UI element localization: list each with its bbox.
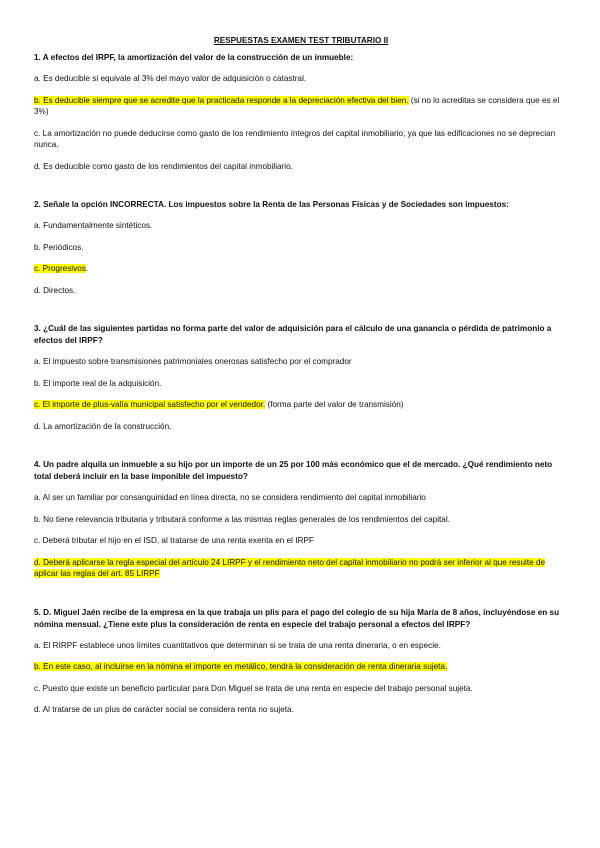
document-title: RESPUESTAS EXAMEN TEST TRIBUTARIO II <box>213 36 389 45</box>
option-d <box>34 285 568 297</box>
option-text: b. No tiene relevancia tributaria y tributará conforme a las mismas reglas generales de los rendimientos del capital. <box>34 514 450 524</box>
option-b <box>34 242 568 254</box>
option-text: a. El RIRPF establece unos límites cuantitativos que determinan si se trata de una renta dineraria, o en especie. <box>34 640 441 650</box>
question-text: 4. Un padre alquila un inmueble a su hijo por un importe de un 25 por 100 más económico que el de mercado. ¿Qué rendimiento neto total deberá incluir en la base imponible del impuesto? <box>34 460 553 481</box>
question-3 <box>34 323 568 432</box>
option-c <box>34 128 568 151</box>
option-text: d. La amortización de la construcción. <box>34 421 172 431</box>
option-c-correct <box>34 399 568 411</box>
highlighted-answer: d. Deberá aplicarse la regla especial del artículo 24 LIRPF y el rendimiento neto del capital inmobiliario no podrá ser inferior al que resulte de aplicar las reglas del art. 85 LIRPF <box>34 557 546 578</box>
option-b <box>34 378 568 390</box>
highlighted-answer: c. El importe de plus-valía municipal satisfecho por el vendedor. <box>34 400 266 409</box>
option-d <box>34 161 568 173</box>
question-text: 2. Señale la opción INCORRECTA. Los impuestos sobre la Renta de las Personas Físicas y de Sociedades son impuestos: <box>34 200 509 209</box>
question-1 <box>34 52 568 172</box>
highlighted-answer: c. Progresivos <box>34 264 86 273</box>
option-b-correct <box>34 661 568 673</box>
option-c <box>34 535 568 547</box>
option-text: c. La amortización no puede deducirse como gasto de los rendimiento íntegros del capital inmobiliario, ya que las edificaciones no se deprecian nunca. <box>34 128 556 149</box>
option-b <box>34 514 568 526</box>
option-d <box>34 704 568 716</box>
highlighted-answer: b. En este caso, al incluirse en la nómina el importe en metálico, tendrá la consideración de renta dineraria sujeta. <box>34 662 448 671</box>
question-text: 1. A efectos del IRPF, la amortización del valor de la construcción de un inmueble: <box>34 53 354 62</box>
answer-note: (forma parte del valor de transmisión) <box>265 400 404 409</box>
answer-note: . <box>85 264 89 273</box>
option-d-correct <box>34 557 568 580</box>
option-text: d. Al tratarse de un plus de carácter social se considera renta no sujeta. <box>34 705 294 714</box>
document-page <box>34 36 568 726</box>
option-text: b. Periódicos. <box>34 242 84 252</box>
option-text: a. Fundamentalmente sintéticos. <box>34 221 153 230</box>
option-text: c. Puesto que existe un beneficio particular para Don Miguel se trata de una renta en especie del trabajo personal sujeta. <box>34 683 473 693</box>
option-c <box>34 683 568 695</box>
option-text: d. Directos. <box>34 285 76 295</box>
question-5 <box>34 607 568 716</box>
option-a <box>34 356 568 368</box>
highlighted-answer: b. Es deducible siempre que se acredite que la practicada responde a la depreciación efectiva del bien. <box>34 95 409 105</box>
option-b-correct <box>34 95 568 118</box>
question-2 <box>34 199 568 296</box>
option-text: d. Es deducible como gasto de los rendimientos del capital inmobiliario. <box>34 161 293 171</box>
option-c-correct <box>34 263 568 275</box>
question-text: 5. D. Miguel Jaén recibe de la empresa en la que trabaja un plis para el pago del colegio de su hija María de 8 años, incluyéndose en su nómina mensual. ¿Tiene este plus la consideración de renta en especie del trabajo personal a efectos del IRPF? <box>34 607 560 629</box>
option-a <box>34 492 568 504</box>
question-4 <box>34 459 568 580</box>
question-text: 3. ¿Cuál de las siguientes partidas no forma parte del valor de adquisición para el cálculo de una ganancia o pérdida de patrimonio a efectos del IRPF? <box>34 324 552 345</box>
option-text: a. Al ser un familiar por consanguinidad en línea directa, no se considera rendimiento del capital inmobiliario <box>34 493 426 502</box>
option-a <box>34 73 568 85</box>
option-a <box>34 220 568 232</box>
answer-note: (si no lo acreditas se considera que es el 3%) <box>34 95 560 116</box>
option-text: c. Deberá tributar el hijo en el ISD, al tratarse de una renta exenta en el IRPF <box>34 536 314 545</box>
option-text: a. El impuesto sobre transmisiones patrimoniales onerosas satisfecho por el comprador <box>34 357 352 366</box>
option-a <box>34 640 568 652</box>
option-text: a. Es deducible si equivale al 3% del mayo valor de adquisición o catastral. <box>34 74 307 83</box>
option-d <box>34 421 568 433</box>
option-text: b. El importe real de la adquisición. <box>34 378 162 388</box>
